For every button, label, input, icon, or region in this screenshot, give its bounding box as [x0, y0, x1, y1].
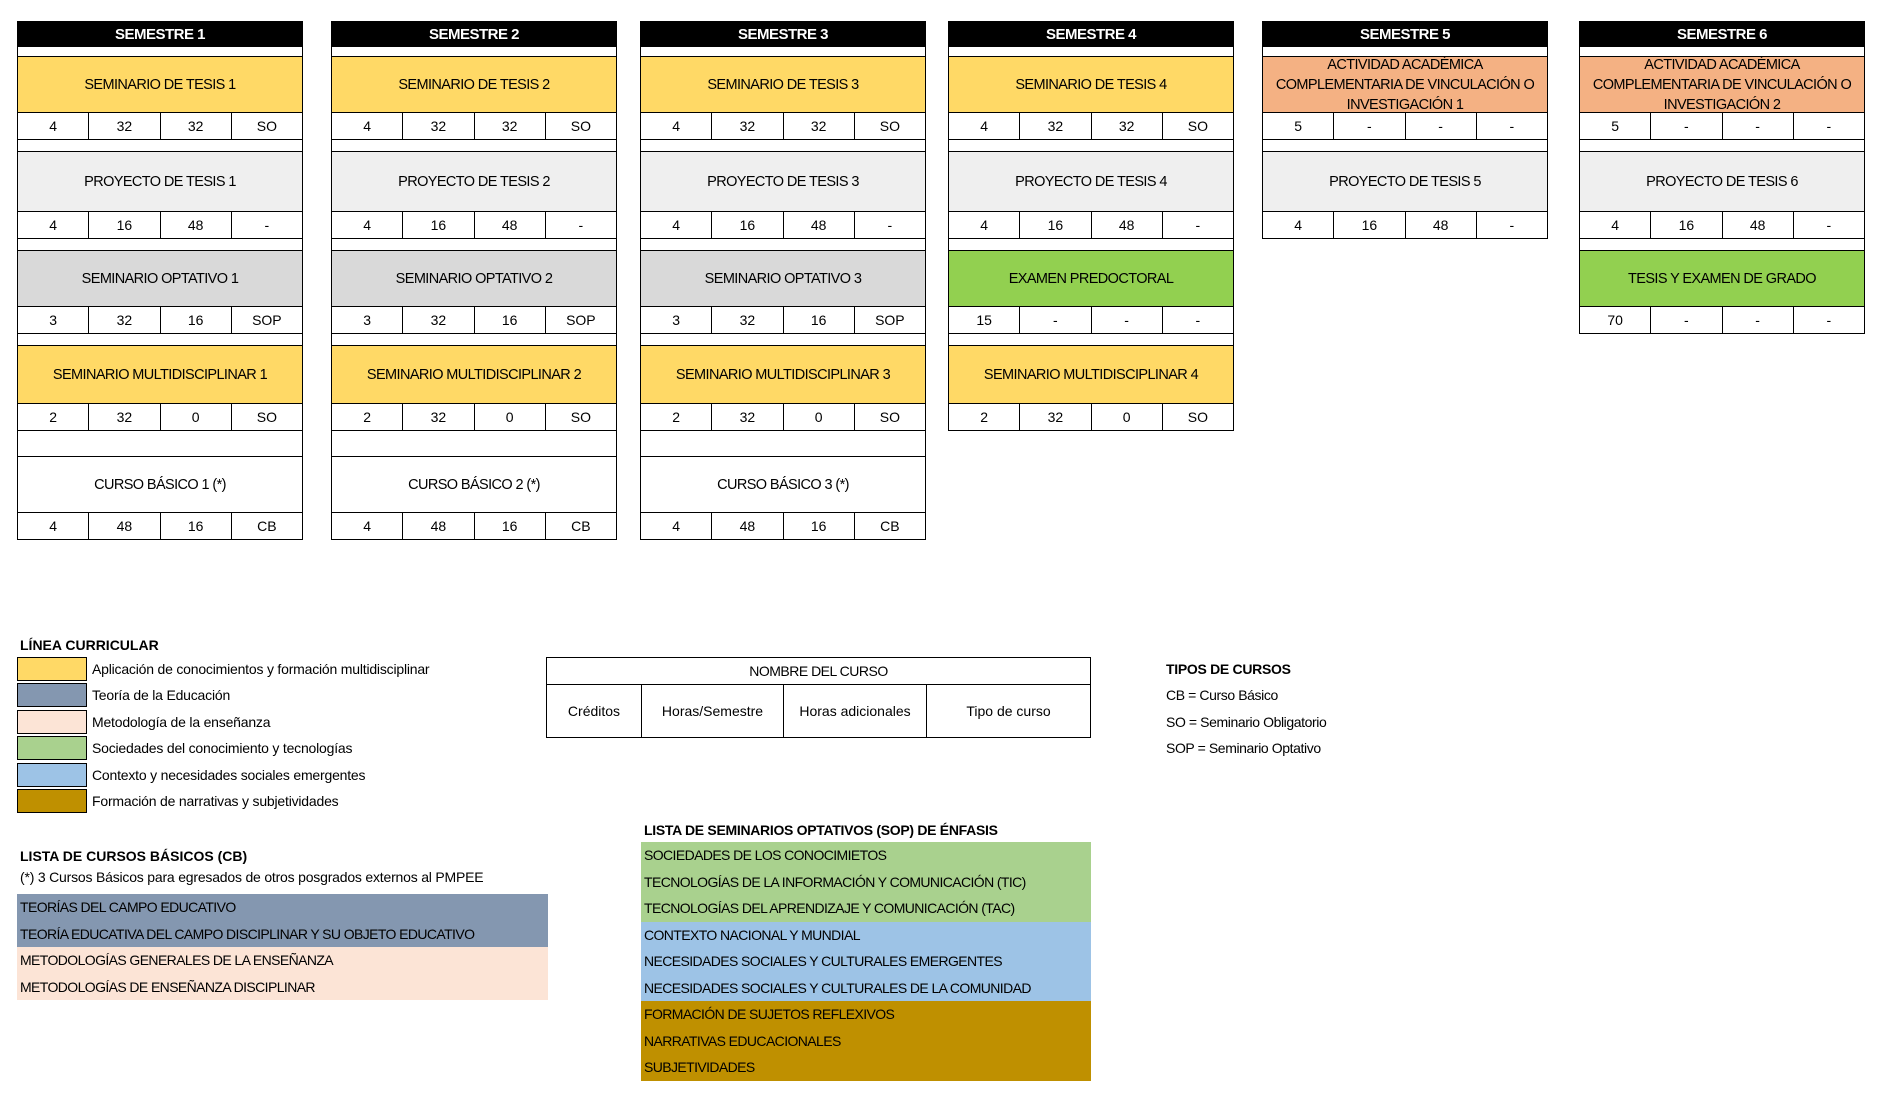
course-type: SOP	[566, 312, 596, 328]
hours-semester: 16	[1651, 212, 1722, 238]
list-item: METODOLOGÍAS DE ENSEÑANZA DISCIPLINAR	[17, 974, 548, 1001]
course-values	[332, 404, 616, 430]
key-credits: Créditos	[547, 685, 642, 737]
course-block	[1579, 152, 1865, 239]
spacer	[948, 334, 1234, 346]
course-values	[1580, 307, 1864, 333]
course-block	[948, 346, 1234, 431]
course-type: -	[1826, 312, 1832, 328]
course-type: -	[1195, 312, 1201, 328]
basic-courses-list	[17, 894, 548, 1000]
hours-semester: -	[1651, 307, 1722, 333]
additional-hours: 16	[475, 307, 546, 333]
additional-hours: 48	[1092, 212, 1163, 238]
hours-semester: 16	[1020, 212, 1091, 238]
course-name: ACTIVIDAD ACADÉMICA COMPLEMENTARIA DE VINCULACIÓN O INVESTIGACIÓN 1	[1263, 57, 1547, 113]
course-values	[1580, 212, 1864, 238]
course-type: SOP	[252, 312, 282, 328]
list-item: SUBJETIVIDADES	[641, 1054, 1091, 1081]
spacer	[1579, 239, 1865, 251]
legend-item	[17, 736, 352, 761]
course-values	[641, 307, 925, 333]
legend-swatch	[17, 710, 87, 734]
credits: 4	[641, 513, 712, 539]
spacer	[331, 334, 617, 346]
legend-item	[17, 656, 429, 681]
course-type: CB	[880, 518, 900, 534]
legend-label: Contexto y necesidades sociales emergentes	[92, 766, 366, 783]
course-key-fields	[547, 685, 1090, 737]
additional-hours: 48	[1723, 212, 1794, 238]
additional-hours: 0	[784, 404, 855, 430]
hours-semester: 32	[712, 404, 783, 430]
legend-label: Formación de narrativas y subjetividades	[92, 793, 339, 809]
course-type-item: SOP = Seminario Optativo	[1166, 740, 1321, 756]
course-values	[949, 212, 1233, 238]
course-type-item: CB = Curso Básico	[1166, 687, 1278, 703]
legend-label: Aplicación de conocimientos y formación multidisciplinar	[92, 660, 430, 677]
hours-semester: 32	[1020, 113, 1091, 139]
course-block	[17, 251, 303, 334]
course-name: PROYECTO DE TESIS 5	[1263, 152, 1547, 212]
additional-hours: 48	[784, 212, 855, 238]
course-values	[18, 113, 302, 139]
course-values	[641, 113, 925, 139]
spacer	[640, 334, 926, 346]
course-block	[331, 457, 617, 540]
course-block	[1579, 57, 1865, 140]
additional-hours: 32	[784, 113, 855, 139]
optional-seminars-list	[641, 842, 1091, 1081]
course-name: PROYECTO DE TESIS 2	[332, 152, 616, 212]
legend-label: Sociedades del conocimiento y tecnologías	[92, 740, 353, 756]
additional-hours: 32	[161, 113, 232, 139]
spacer	[640, 140, 926, 152]
hours-semester: 32	[712, 307, 783, 333]
spacer	[640, 239, 926, 251]
additional-hours: 48	[1406, 212, 1477, 238]
course-type: -	[1826, 217, 1832, 233]
credits: 4	[641, 212, 712, 238]
course-values	[332, 113, 616, 139]
course-type: -	[1826, 118, 1832, 134]
course-values	[1263, 212, 1547, 238]
additional-hours: 16	[161, 307, 232, 333]
course-name: SEMINARIO MULTIDISCIPLINAR 2	[332, 346, 616, 404]
semester-title: SEMESTRE 2	[331, 21, 617, 47]
spacer	[17, 47, 303, 57]
course-type: -	[1195, 217, 1201, 233]
spacer	[1262, 140, 1548, 152]
spacer	[17, 431, 303, 457]
hours-semester: 32	[712, 113, 783, 139]
list-item: NECESIDADES SOCIALES Y CULTURALES DE LA COMUNIDAD	[641, 975, 1091, 1002]
course-types-title: TIPOS DE CURSOS	[1166, 661, 1291, 677]
legend-label: Metodología de la enseñanza	[92, 713, 271, 730]
course-values	[949, 113, 1233, 139]
legend-item	[17, 709, 270, 734]
credits: 70	[1580, 307, 1651, 333]
list-item: FORMACIÓN DE SUJETOS REFLEXIVOS	[641, 1001, 1091, 1028]
additional-hours: 0	[475, 404, 546, 430]
course-block	[17, 457, 303, 540]
course-type: SO	[1187, 409, 1208, 425]
course-block	[331, 152, 617, 239]
course-values	[18, 404, 302, 430]
hours-semester: 32	[403, 113, 474, 139]
course-block	[1262, 152, 1548, 239]
hours-semester: 16	[1334, 212, 1405, 238]
spacer	[17, 140, 303, 152]
hours-semester: 32	[89, 404, 160, 430]
course-key-title: NOMBRE DEL CURSO	[547, 658, 1090, 685]
course-name: SEMINARIO DE TESIS 4	[949, 57, 1233, 113]
course-name: CURSO BÁSICO 3 (*)	[641, 457, 925, 513]
credits: 5	[1580, 113, 1651, 139]
hours-semester: 16	[403, 212, 474, 238]
course-values	[1580, 113, 1864, 139]
credits: 4	[641, 113, 712, 139]
course-type: SOP	[875, 312, 905, 328]
course-block	[1579, 251, 1865, 334]
basic-courses-title: LISTA DE CURSOS BÁSICOS (CB)	[20, 848, 248, 864]
optional-seminars-title: LISTA DE SEMINARIOS OPTATIVOS (SOP) DE ÉNFASIS	[644, 822, 998, 838]
course-name: SEMINARIO MULTIDISCIPLINAR 4	[949, 346, 1233, 404]
course-name: CURSO BÁSICO 1 (*)	[18, 457, 302, 513]
course-type: SO	[879, 409, 900, 425]
semester-column-5	[1262, 21, 1548, 239]
course-block	[640, 251, 926, 334]
course-values	[18, 212, 302, 238]
course-name: SEMINARIO MULTIDISCIPLINAR 1	[18, 346, 302, 404]
key-course-type: Tipo de curso	[966, 703, 1051, 719]
course-name: PROYECTO DE TESIS 3	[641, 152, 925, 212]
course-name: SEMINARIO OPTATIVO 1	[18, 251, 302, 307]
credits: 2	[641, 404, 712, 430]
legend-item	[17, 762, 365, 787]
course-values	[332, 307, 616, 333]
legend-swatch	[17, 789, 87, 813]
course-values	[641, 404, 925, 430]
spacer	[640, 47, 926, 57]
course-type: -	[578, 217, 584, 233]
list-item: TEORÍAS DEL CAMPO EDUCATIVO	[17, 894, 548, 921]
list-item: CONTEXTO NACIONAL Y MUNDIAL	[641, 922, 1091, 949]
hours-semester: 32	[1020, 404, 1091, 430]
legend-label: Teoría de la Educación	[92, 687, 231, 703]
additional-hours: 0	[1092, 404, 1163, 430]
additional-hours: 32	[475, 113, 546, 139]
semester-column-4	[948, 21, 1234, 431]
credits: 2	[949, 404, 1020, 430]
legend-swatch	[17, 736, 87, 760]
hours-semester: 16	[89, 212, 160, 238]
additional-hours: 16	[475, 513, 546, 539]
course-type: -	[887, 217, 893, 233]
course-block	[17, 346, 303, 431]
additional-hours: -	[1723, 113, 1794, 139]
course-type-item: SO = Seminario Obligatorio	[1166, 713, 1327, 730]
course-block	[640, 457, 926, 540]
course-name: SEMINARIO MULTIDISCIPLINAR 3	[641, 346, 925, 404]
course-values	[641, 513, 925, 539]
additional-hours: 32	[1092, 113, 1163, 139]
course-type: CB	[571, 518, 591, 534]
course-name: SEMINARIO OPTATIVO 3	[641, 251, 925, 307]
spacer	[331, 239, 617, 251]
course-type: CB	[257, 518, 277, 534]
course-values	[18, 307, 302, 333]
course-block	[17, 57, 303, 140]
spacer	[331, 140, 617, 152]
credits: 4	[949, 113, 1020, 139]
credits: 2	[18, 404, 89, 430]
spacer	[640, 431, 926, 457]
list-item: NECESIDADES SOCIALES Y CULTURALES EMERGENTES	[641, 948, 1091, 975]
course-block	[948, 152, 1234, 239]
list-item: NARRATIVAS EDUCACIONALES	[641, 1028, 1091, 1055]
hours-semester: 48	[712, 513, 783, 539]
legend-title: LÍNEA CURRICULAR	[20, 637, 159, 653]
additional-hours: 48	[475, 212, 546, 238]
credits: 4	[1580, 212, 1651, 238]
spacer	[17, 239, 303, 251]
course-type: SO	[879, 118, 900, 134]
key-hours-semester: Horas/Semestre	[642, 685, 784, 737]
course-block	[640, 346, 926, 431]
semester-column-3	[640, 21, 926, 540]
credits: 2	[332, 404, 403, 430]
list-item: SOCIEDADES DE LOS CONOCIMIETOS	[641, 842, 1091, 869]
course-name: CURSO BÁSICO 2 (*)	[332, 457, 616, 513]
additional-hours: -	[1723, 307, 1794, 333]
credits: 4	[1263, 212, 1334, 238]
course-type: -	[1509, 217, 1515, 233]
legend-swatch	[17, 657, 87, 681]
credits: 4	[332, 212, 403, 238]
semester-title: SEMESTRE 4	[948, 21, 1234, 47]
course-name: SEMINARIO DE TESIS 1	[18, 57, 302, 113]
spacer	[948, 140, 1234, 152]
credits: 4	[949, 212, 1020, 238]
course-block	[640, 57, 926, 140]
hours-semester: 32	[89, 113, 160, 139]
course-block	[948, 251, 1234, 334]
additional-hours: 16	[161, 513, 232, 539]
hours-semester: 16	[712, 212, 783, 238]
course-name: SEMINARIO OPTATIVO 2	[332, 251, 616, 307]
course-values	[1263, 113, 1547, 139]
credits: 4	[18, 113, 89, 139]
course-type: SO	[570, 118, 591, 134]
course-values	[332, 513, 616, 539]
course-name: EXAMEN PREDOCTORAL	[949, 251, 1233, 307]
basic-courses-note: (*) 3 Cursos Básicos para egresados de otros posgrados externos al PMPEE	[20, 869, 484, 885]
additional-hours: -	[1406, 113, 1477, 139]
course-types	[1166, 661, 1326, 767]
credits: 3	[641, 307, 712, 333]
course-values	[949, 404, 1233, 430]
course-block	[1262, 57, 1548, 140]
key-additional-hours: Horas adicionales	[784, 685, 927, 737]
legend-swatch	[17, 763, 87, 787]
credits: 4	[18, 212, 89, 238]
course-block	[331, 57, 617, 140]
course-type: SO	[570, 409, 591, 425]
course-block	[948, 57, 1234, 140]
hours-semester: 48	[89, 513, 160, 539]
semester-title: SEMESTRE 1	[17, 21, 303, 47]
spacer	[1579, 140, 1865, 152]
course-type: SO	[256, 409, 277, 425]
course-name: SEMINARIO DE TESIS 2	[332, 57, 616, 113]
legend-item	[17, 683, 230, 708]
course-block	[17, 152, 303, 239]
semester-column-2	[331, 21, 617, 540]
hours-semester: -	[1020, 307, 1091, 333]
course-type: -	[264, 217, 270, 233]
additional-hours: 48	[161, 212, 232, 238]
course-block	[331, 346, 617, 431]
course-values	[641, 212, 925, 238]
course-name: PROYECTO DE TESIS 1	[18, 152, 302, 212]
course-name: SEMINARIO DE TESIS 3	[641, 57, 925, 113]
credits: 15	[949, 307, 1020, 333]
hours-semester: 32	[89, 307, 160, 333]
list-item: TECNOLOGÍAS DE LA INFORMACIÓN Y COMUNICACIÓN (TIC)	[641, 869, 1091, 896]
course-values	[332, 212, 616, 238]
list-item: TECNOLOGÍAS DEL APRENDIZAJE Y COMUNICACIÓN (TAC)	[641, 895, 1091, 922]
semester-title: SEMESTRE 3	[640, 21, 926, 47]
list-item: METODOLOGÍAS GENERALES DE LA ENSEÑANZA	[17, 947, 548, 974]
semester-column-1	[17, 21, 303, 540]
credits: 4	[18, 513, 89, 539]
hours-semester: 48	[403, 513, 474, 539]
spacer	[17, 334, 303, 346]
additional-hours: -	[1092, 307, 1163, 333]
hours-semester: -	[1334, 113, 1405, 139]
course-name: TESIS Y EXAMEN DE GRADO	[1580, 251, 1864, 307]
legend-item	[17, 789, 338, 814]
course-block	[331, 251, 617, 334]
course-type: -	[1509, 118, 1515, 134]
course-key	[546, 657, 1091, 738]
course-block	[640, 152, 926, 239]
course-name: PROYECTO DE TESIS 6	[1580, 152, 1864, 212]
semester-column-6	[1579, 21, 1865, 334]
spacer	[948, 47, 1234, 57]
course-values	[18, 513, 302, 539]
spacer	[331, 431, 617, 457]
additional-hours: 16	[784, 307, 855, 333]
credits: 3	[332, 307, 403, 333]
course-values	[949, 307, 1233, 333]
semester-title: SEMESTRE 5	[1262, 21, 1548, 47]
credits: 5	[1263, 113, 1334, 139]
course-type: SO	[1187, 118, 1208, 134]
course-type: SO	[256, 118, 277, 134]
additional-hours: 0	[161, 404, 232, 430]
hours-semester: 32	[403, 307, 474, 333]
legend-swatch	[17, 683, 87, 707]
hours-semester: -	[1651, 113, 1722, 139]
course-name: PROYECTO DE TESIS 4	[949, 152, 1233, 212]
credits: 4	[332, 513, 403, 539]
credits: 3	[18, 307, 89, 333]
course-name: ACTIVIDAD ACADÉMICA COMPLEMENTARIA DE VINCULACIÓN O INVESTIGACIÓN 2	[1580, 57, 1864, 113]
list-item: TEORÍA EDUCATIVA DEL CAMPO DISCIPLINAR Y SU OBJETO EDUCATIVO	[17, 921, 548, 948]
spacer	[331, 47, 617, 57]
semester-title: SEMESTRE 6	[1579, 21, 1865, 47]
hours-semester: 32	[403, 404, 474, 430]
additional-hours: 16	[784, 513, 855, 539]
credits: 4	[332, 113, 403, 139]
spacer	[948, 239, 1234, 251]
